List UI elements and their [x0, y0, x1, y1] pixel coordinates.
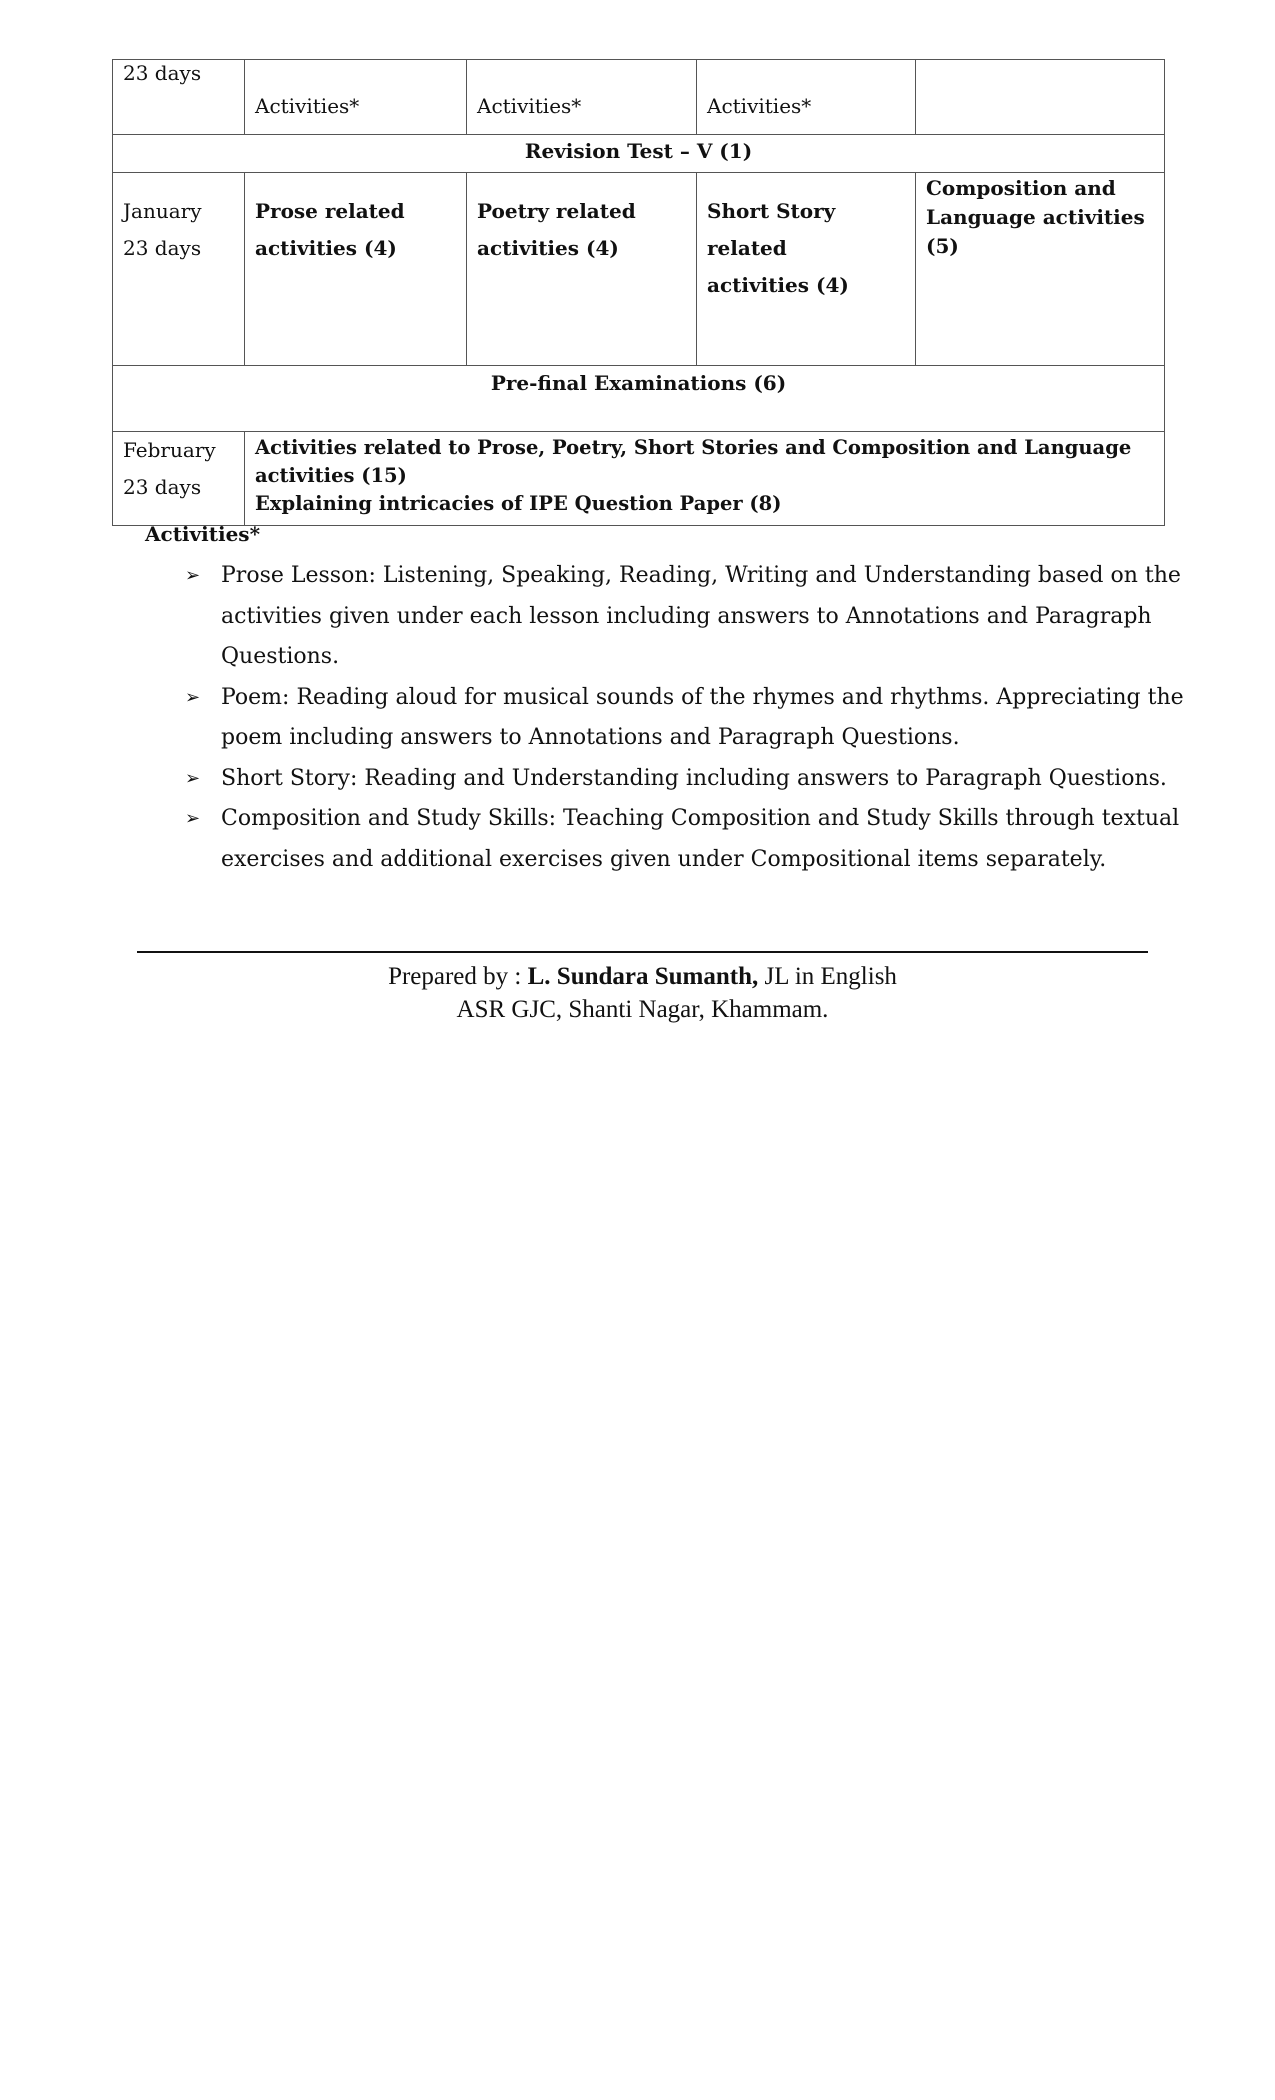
activities-heading: Activities* [145, 522, 261, 546]
composition-line-3: (5) [926, 234, 959, 258]
days-text: 23 days [123, 475, 202, 499]
table-row [113, 366, 1165, 432]
schedule-table [112, 59, 1165, 526]
prose-line-2: activities (4) [255, 236, 397, 260]
arrow-bullet-icon: ➢ [185, 767, 201, 789]
activity-cell [697, 60, 916, 135]
prefinal-cell [113, 366, 1165, 432]
prepared-by-line [137, 960, 1148, 993]
february-line-3: Explaining intricacies of IPE Question Paper (8) [255, 492, 782, 515]
days-text: 23 days [123, 61, 202, 85]
short-story-line-2: related [707, 236, 787, 260]
poetry-line-2: activities (4) [477, 236, 619, 260]
list-item [185, 678, 1205, 759]
footer [137, 960, 1148, 1026]
february-line-2: activities (15) [255, 464, 407, 487]
month-cell [113, 432, 245, 526]
table-row [113, 60, 1165, 135]
list-item [185, 759, 1205, 800]
prose-activities-cell [245, 173, 467, 366]
composition-line-1: Composition and [926, 176, 1116, 200]
activities-notes-list [185, 556, 1205, 880]
activity-text: Activities* [707, 94, 812, 118]
arrow-bullet-icon: ➢ [185, 565, 201, 586]
institution-line: ASR GJC, Shanti Nagar, Khammam. [456, 996, 829, 1023]
list-item [185, 799, 1205, 880]
short-story-activities-cell [697, 173, 916, 366]
activity-text: Activities* [255, 94, 360, 118]
table-row [113, 173, 1165, 366]
activity-text: Activities* [477, 94, 582, 118]
prepared-label: Prepared by : [388, 963, 528, 990]
short-story-line-3: activities (4) [707, 273, 849, 297]
poetry-line-1: Poetry related [477, 199, 636, 223]
february-activities-cell [245, 432, 1165, 526]
footer-divider [137, 951, 1148, 953]
revision-test-text: Revision Test – V (1) [524, 139, 753, 163]
days-cell [113, 60, 245, 135]
poetry-activities-cell [467, 173, 697, 366]
note-text: Composition and Study Skills: Teaching Composition and Study Skills through textual exercises and additional exercises given under Compositional items separately. [221, 806, 1180, 872]
table-row [113, 432, 1165, 526]
month-cell [113, 173, 245, 366]
list-item [185, 556, 1205, 678]
composition-line-2: Language activities [926, 205, 1145, 229]
revision-test-cell [113, 135, 1165, 173]
prefinal-text: Pre-final Examinations (6) [490, 371, 787, 395]
february-line-1: Activities related to Prose, Poetry, Short Stories and Composition and Language [255, 436, 1132, 459]
days-text: 23 days [123, 236, 202, 260]
note-text: Poem: Reading aloud for musical sounds of the rhymes and rhythms. Appreciating the poem including answers to Annotations and Paragraph Questions. [221, 684, 1184, 750]
empty-cell [916, 60, 1165, 135]
table-row [113, 135, 1165, 173]
note-text: Short Story: Reading and Understanding including answers to Paragraph Questions. [221, 765, 1167, 791]
activity-cell [245, 60, 467, 135]
short-story-line-1: Short Story [707, 199, 836, 223]
arrow-bullet-icon: ➢ [185, 808, 201, 829]
author-designation: JL in English [758, 963, 897, 990]
note-text: Prose Lesson: Listening, Speaking, Reading, Writing and Understanding based on the activities given under each lesson including answers to Annotations and Paragraph Questions. [221, 563, 1181, 669]
month-label: February [123, 438, 216, 462]
month-label: January [123, 199, 202, 223]
activity-cell [467, 60, 697, 135]
arrow-bullet-icon: ➢ [185, 686, 201, 708]
author-name: L. Sundara Sumanth, [527, 963, 759, 990]
composition-activities-cell [916, 173, 1165, 366]
prose-line-1: Prose related [255, 199, 405, 223]
